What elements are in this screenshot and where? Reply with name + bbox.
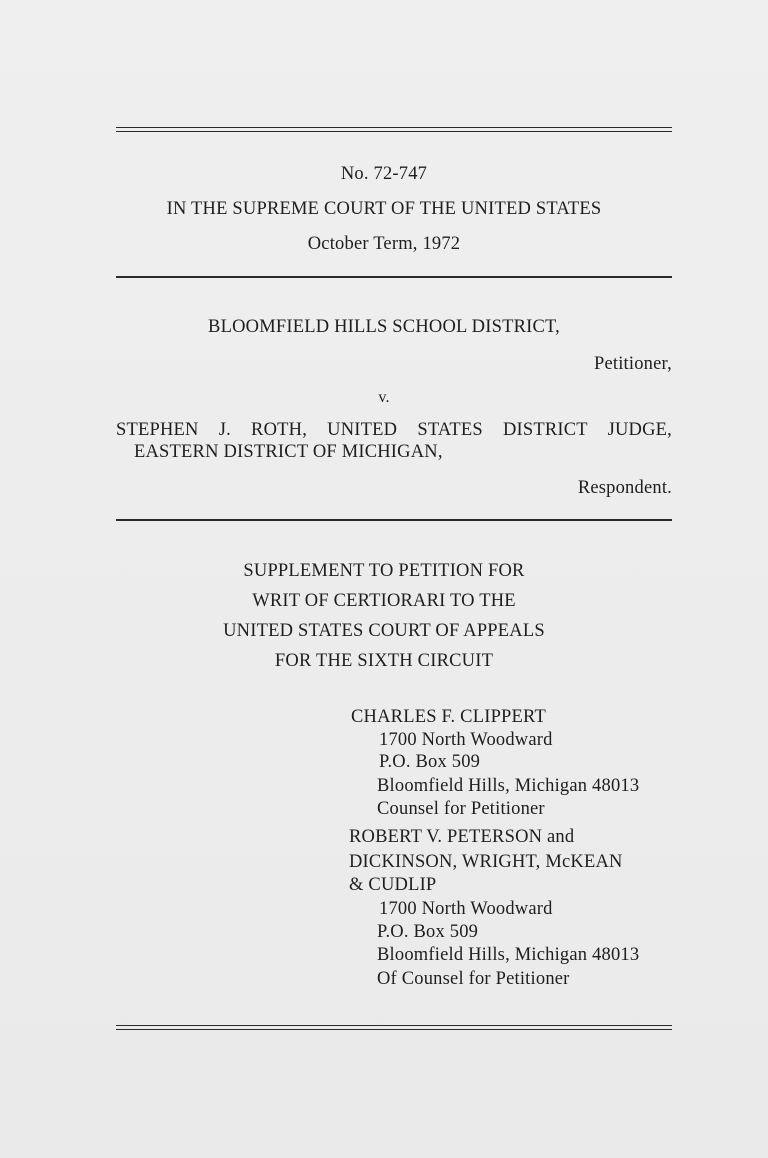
versus: v. <box>378 389 390 406</box>
counsel-1-address-1: 1700 North Woodward <box>379 730 553 750</box>
counsel-2-address-2: P.O. Box 509 <box>377 922 479 942</box>
respondent-line-1: STEPHEN J. ROTH, UNITED STATES DISTRICT JUDGE, <box>116 420 672 440</box>
title-line-1: SUPPLEMENT TO PETITION FOR <box>243 561 525 581</box>
counsel-1-name: CHARLES F. CLIPPERT <box>351 707 546 727</box>
bottom-double-rule <box>116 1025 672 1030</box>
header-rule <box>116 276 672 278</box>
top-double-rule <box>116 127 672 132</box>
counsel-2-address-3: Bloomfield Hills, Michigan 48013 <box>377 945 640 965</box>
docket-number: No. 72-747 <box>340 164 428 184</box>
counsel-2-name-1: ROBERT V. PETERSON and <box>349 827 575 847</box>
counsel-1-role: Counsel for Petitioner <box>377 799 545 819</box>
petitioner-name: BLOOMFIELD HILLS SCHOOL DISTRICT, <box>208 317 560 337</box>
counsel-2-name-2: DICKINSON, WRIGHT, McKEAN <box>349 852 623 872</box>
title-line-2: WRIT OF CERTIORARI TO THE <box>252 591 516 611</box>
respondent-role: Respondent. <box>577 478 672 498</box>
title-line-4: FOR THE SIXTH CIRCUIT <box>274 651 494 671</box>
petitioner-role: Petitioner, <box>593 354 672 374</box>
court-name: IN THE SUPREME COURT OF THE UNITED STATES <box>166 199 602 219</box>
caption-rule <box>116 519 672 521</box>
counsel-2-name-3: & CUDLIP <box>349 875 437 895</box>
respondent-line-2: EASTERN DISTRICT OF MICHIGAN, <box>134 442 443 462</box>
counsel-1-address-3: Bloomfield Hills, Michigan 48013 <box>377 776 640 796</box>
counsel-1-address-2: P.O. Box 509 <box>379 752 481 772</box>
court-term: October Term, 1972 <box>307 234 461 254</box>
counsel-2-address-1: 1700 North Woodward <box>379 899 553 919</box>
title-line-3: UNITED STATES COURT OF APPEALS <box>223 621 545 641</box>
counsel-2-role: Of Counsel for Petitioner <box>377 969 570 989</box>
